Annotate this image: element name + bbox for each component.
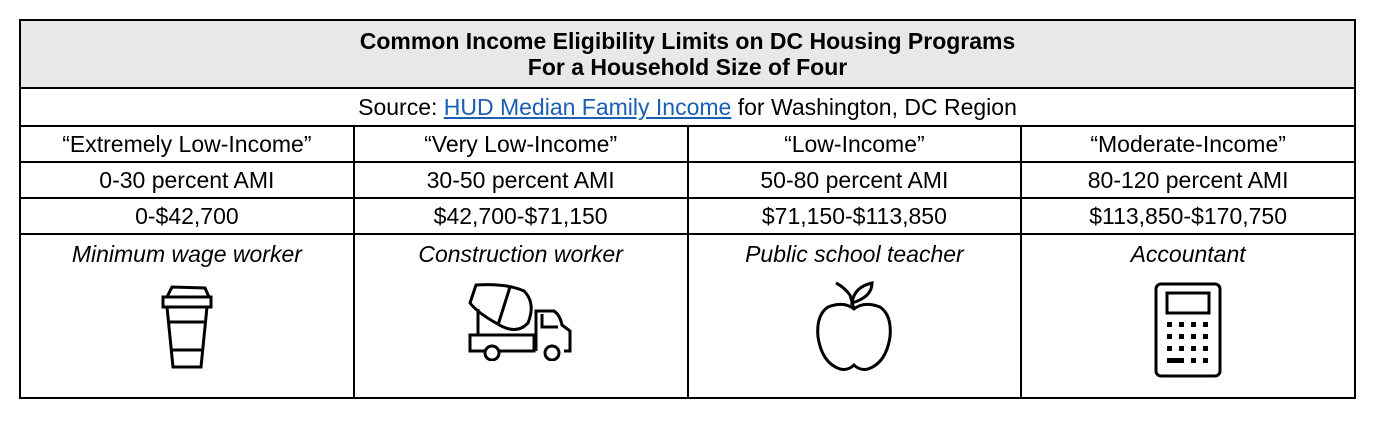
income-cell: $113,850-$170,750 xyxy=(1021,198,1355,234)
occupation-label: Construction worker xyxy=(418,241,623,267)
cement-truck-icon xyxy=(355,281,687,361)
ami-row xyxy=(20,162,1355,198)
ami-cell: 80-120 percent AMI xyxy=(1021,162,1355,198)
income-row xyxy=(20,198,1355,234)
category-cell: “Low-Income” xyxy=(688,126,1022,162)
hud-median-income-link[interactable]: HUD Median Family Income xyxy=(443,94,732,120)
occupation-cell xyxy=(354,234,688,398)
apple-icon xyxy=(689,281,1021,376)
income-eligibility-table xyxy=(19,19,1356,399)
ami-cell: 30-50 percent AMI xyxy=(354,162,688,198)
income-cell: $42,700-$71,150 xyxy=(354,198,688,234)
income-cell: $71,150-$113,850 xyxy=(688,198,1022,234)
income-cell: 0-$42,700 xyxy=(20,198,354,234)
occupation-cell xyxy=(20,234,354,398)
category-row xyxy=(20,126,1355,162)
source-row xyxy=(20,88,1355,126)
coffee-cup-icon xyxy=(21,281,353,371)
category-cell: “Extremely Low-Income” xyxy=(20,126,354,162)
title-line-1: Common Income Eligibility Limits on DC Housing Programs xyxy=(359,28,1016,54)
occupation-label: Public school teacher xyxy=(745,241,964,267)
occupation-cell xyxy=(1021,234,1355,398)
ami-cell: 0-30 percent AMI xyxy=(20,162,354,198)
title-line-2: For a Household Size of Four xyxy=(527,54,848,80)
occupation-cell xyxy=(688,234,1022,398)
calculator-icon xyxy=(1022,281,1354,379)
category-cell: “Moderate-Income” xyxy=(1021,126,1355,162)
source-prefix: Source: xyxy=(358,94,444,120)
occupation-label: Accountant xyxy=(1130,241,1246,267)
source-suffix: for Washington, DC Region xyxy=(731,94,1017,120)
category-cell: “Very Low-Income” xyxy=(354,126,688,162)
occupation-label: Minimum wage worker xyxy=(71,241,302,267)
occupation-row xyxy=(20,234,1355,398)
table-title xyxy=(20,20,1355,88)
ami-cell: 50-80 percent AMI xyxy=(688,162,1022,198)
